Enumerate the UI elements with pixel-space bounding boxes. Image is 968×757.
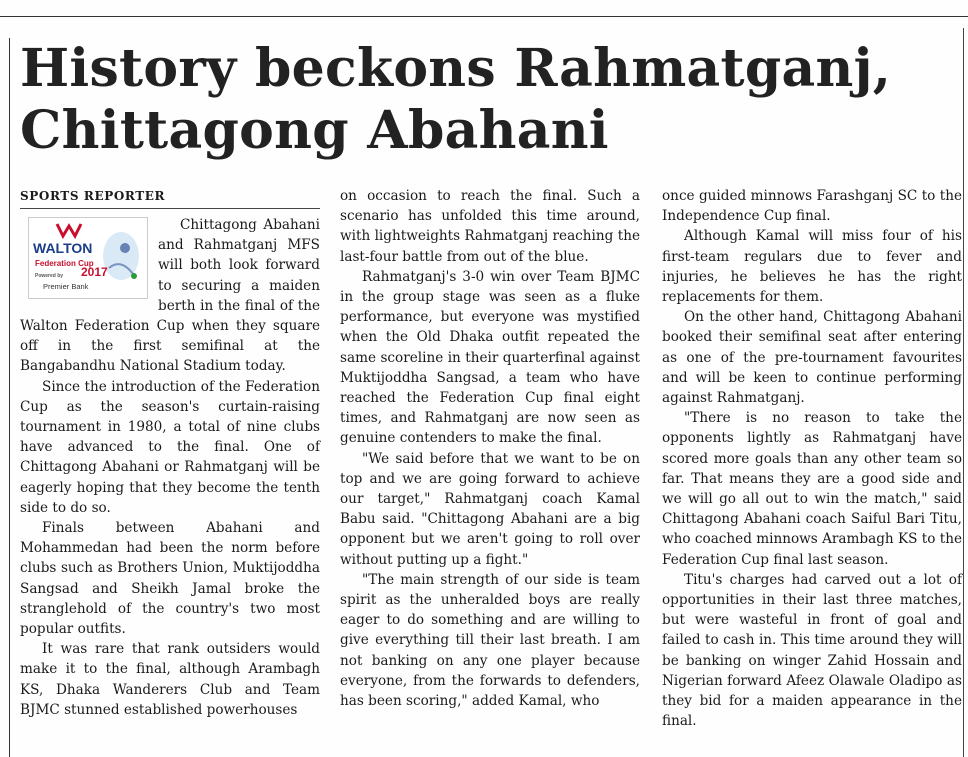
walton-federation-cup-logo (28, 217, 148, 299)
col1-paragraph-4: It was rare that rank outsiders would make it to the final, although Arambagh KS, Dhaka Wanderers Club and Team BJMC stunned established powerhouses (20, 641, 320, 718)
col2-paragraph-1: on occasion to reach the final. Such a scenario has unfolded this time around, with lightweights Rahmatganj reaching the last-four battle from out of the blue. (340, 188, 640, 265)
article-column-1 (20, 186, 320, 720)
left-column-rule (9, 38, 10, 757)
top-rule (0, 16, 968, 17)
col3-paragraph-5: Titu's charges had carved out a lot of opportunities in their last three matches, but were wasteful in front of goal and failed to cash in. This time around they will be banking on winger Zahid Hossain and Nigerian forward Afeez Olawale Oladipo as they bid for a maiden appearance in the final. (662, 571, 962, 730)
logo-sponsor: Premier Bank (43, 282, 89, 291)
logo-year: 2017 (81, 265, 108, 279)
logo-event: Federation Cup (35, 259, 94, 268)
col1-paragraph-1: Chittagong Abahani and Rahmatganj MFS will both look forward to securing a maiden berth in the final of the Walton Federation Cup when they square off in the first semifinal at the Bangabandhu National Stadium today. (20, 217, 320, 375)
col2-paragraph-3: "We said before that we want to be on top and we are going forward to achieve our target," Rahmatganj coach Kamal Babu said. "Chittagong Abahani are a big opponent but we aren't going to roll over without putting up a fight." (340, 450, 640, 568)
logo-powered: Powered by (35, 273, 64, 279)
headline (20, 38, 960, 162)
headline-line-1: History beckons Rahmatganj, (20, 38, 892, 99)
col3-paragraph-2: Although Kamal will miss four of his first-team regulars due to fever and injuries, he believes he has the right replacements for them. (662, 228, 962, 306)
col1-paragraph-3: Finals between Abahani and Mohammedan had been the norm before clubs such as Brothers Union, Muktijoddha Sangsad and Sheikh Jamal broke the stranglehold of the country's two most popular outfits. (20, 520, 320, 638)
byline: SPORTS REPORTER (20, 186, 320, 209)
article-column-3 (662, 186, 962, 731)
col2-paragraph-4: "The main strength of our side is team spirit as the unheralded boys are really eager to do something and are willing to give everything till their last breath. I am not banking on any one player because everyone, from the forwards to defenders, has been scoring," added Kamal, who (340, 571, 640, 710)
col3-paragraph-3: On the other hand, Chittagong Abahani booked their semifinal seat after entering as one of the pre-tournament favourites and will be keen to continue performing against Rahmatganj. (662, 309, 962, 407)
col2-paragraph-2: Rahmatganj's 3-0 win over Team BJMC in the group stage was seen as a fluke performance, but everyone was mystified when the Old Dhaka outfit repeated the same scoreline in their quarterfinal against Muktijoddha Sangsad, a team who have reached the Federation Cup final eight times, and Rahmatganj are now seen as genuine contenders to make the final. (340, 268, 640, 447)
right-column-rule (963, 28, 964, 757)
headline-line-2: Chittagong Abahani (20, 100, 609, 161)
article-column-2 (340, 186, 640, 711)
col3-paragraph-4: "There is no reason to take the opponents lightly as Rahmatganj have scored more goals than any other team so far. That means they are a good side and we will go all out to win the match," said Chittagong Abahani coach Saiful Bari Titu, who coached minnows Arambagh KS to the Federation Cup final last season. (662, 410, 963, 568)
col3-paragraph-1: once guided minnows Farashganj SC to the Independence Cup final. (662, 188, 962, 225)
logo-brand: WALTON (33, 240, 93, 256)
col1-paragraph-2: Since the introduction of the Federation Cup as the season's curtain-raising tournament in 1980, a total of nine clubs have advanced to the final. One of Chittagong Abahani or Rahmatganj will be eagerly hoping that they become the tenth side to do so. (20, 378, 320, 516)
